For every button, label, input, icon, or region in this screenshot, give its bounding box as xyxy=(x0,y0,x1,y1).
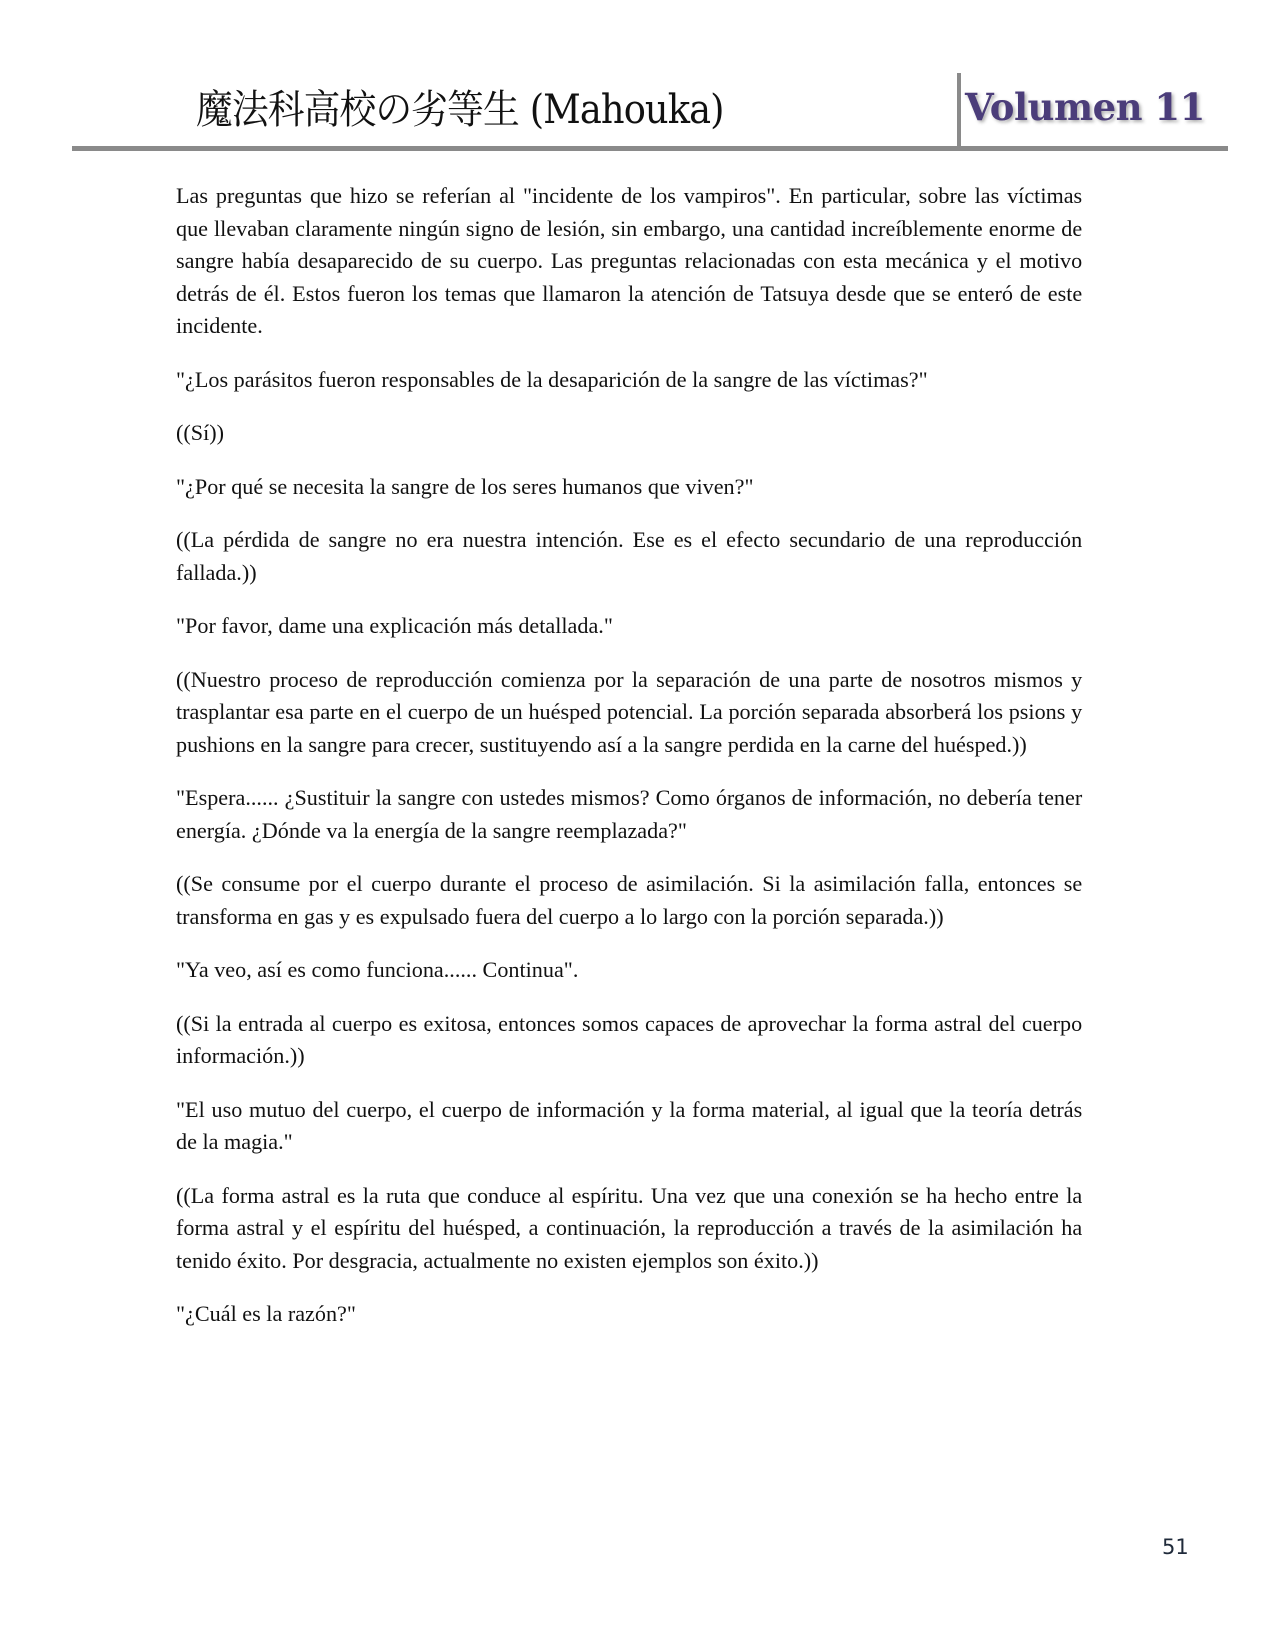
paragraph: ((Se consume por el cuerpo durante el proceso de asimilación. Si la asimilación falla, entonces se transforma en gas y es expulsado fuera del cuerpo a lo largo con la porción separada.)) xyxy=(176,871,1083,929)
page-body xyxy=(176,180,1096,1352)
paragraph: ((La forma astral es la ruta que conduce al espíritu. Una vez que una conexión se ha hecho entre la forma astral y el espíritu del huésped, a continuación, la reproducción a través de la asimilación ha tenido éxito. Por desgracia, actualmente no existen ejemplos son éxito.)) xyxy=(176,1182,1083,1273)
paragraph: ((Nuestro proceso de reproducción comienza por la separación de una parte de nosotros mismos y trasplantar esa parte en el cuerpo de un huésped potencial. La porción separada absorberá los psions y pushions en la sangre para crecer, sustituyendo así a la sangre perdida en la carne del huésped.)) xyxy=(176,666,1083,757)
paragraph: ((La pérdida de sangre no era nuestra intención. Ese es el efecto secundario de una reproducción fallada.)) xyxy=(176,527,1083,585)
paragraph: "¿Los parásitos fueron responsables de la desaparición de la sangre de las víctimas?" xyxy=(176,366,928,392)
paragraph: "Espera...... ¿Sustituir la sangre con ustedes mismos? Como órganos de información, no debería tener energía. ¿Dónde va la energía de la sangre reemplazada?" xyxy=(176,785,1083,843)
paragraph: "¿Cuál es la razón?" xyxy=(176,1301,356,1326)
paragraph: ((Sí)) xyxy=(176,420,225,445)
paragraph: "Por favor, dame una explicación más detallada." xyxy=(176,613,613,638)
paragraph: "Ya veo, así es como funciona...... Continua". xyxy=(176,957,579,982)
header-divider xyxy=(957,73,961,150)
header-rule xyxy=(72,146,1228,151)
paragraph: "¿Por qué se necesita la sangre de los seres humanos que viven?" xyxy=(176,473,754,499)
page-number: 51 xyxy=(1162,1535,1189,1559)
book-title: 魔法科高校の劣等生 (Mahouka) xyxy=(196,87,724,133)
volume-label: Volumen 11 xyxy=(965,85,1205,129)
paragraph: ((Si la entrada al cuerpo es exitosa, entonces somos capaces de aprovechar la forma astral del cuerpo información.)) xyxy=(176,1010,1083,1068)
paragraph: Las preguntas que hizo se referían al "incidente de los vampiros". En particular, sobre las víctimas que llevaban claramente ningún signo de lesión, sin embargo, una cantidad increíblemente enorme de sangre había desaparecido de su cuerpo. Las preguntas relacionadas con esta mecánica y el motivo detrás de él. Estos fueron los temas que llamaron la atención de Tatsuya desde que se enteró de este incidente. xyxy=(176,183,1083,338)
paragraph: "El uso mutuo del cuerpo, el cuerpo de información y la forma material, al igual que la teoría detrás de la magia." xyxy=(176,1096,1083,1154)
